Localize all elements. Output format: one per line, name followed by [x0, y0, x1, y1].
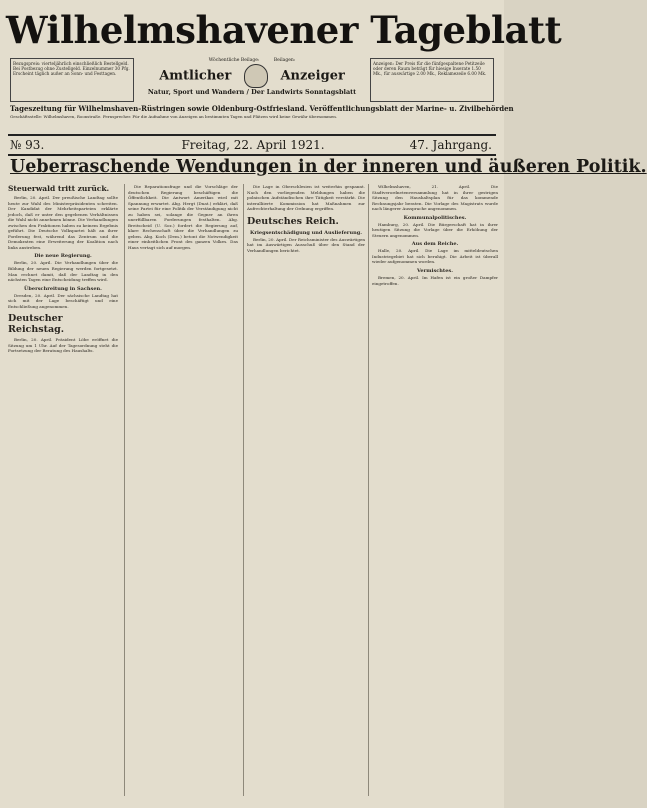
section-title: Deutsches Reich.	[247, 215, 339, 227]
article-body: Berlin, 20. April. Der Reichsminister des Auswärtigen hat im Auswärtigen Ausschuß über den Stand der Verhandlungen berichtet.	[247, 236, 365, 253]
coat-of-arms-icon	[244, 64, 268, 88]
subtitle-band: Tageszeitung für Wilhelmshaven-Rüstringen sowie Oldenburg-Ostfriesland. Veröffentlichungsblatt der Marine- u. Zivilbehörden	[10, 104, 514, 113]
article-body: Dresden, 20. April. Der sächsische Landtag hat sich mit der Lage beschäftigt und eine Entschließung angenommen.	[8, 292, 118, 309]
article-body: Berlin, 20. April. Der preußische Landtag sollte heute zur Wahl des Ministerpräsidenten schreiten. Der Kandidat der Mehrheitsparteien erklärte jedoch, daß er unter den gegebenen Verhältnissen die Wahl nicht annehmen könne. Die Verhandlungen zwischen den Fraktionen haben zu keinem Ergebnis geführt. Die Deutsche Volkspartei hält an ihrer Forderung fest, während das Zentrum und die Demokraten eine Erweiterung der Koalition nach links anstreben.	[8, 195, 118, 250]
ad-pricing-box: Anzeigen: Der Preis für die fünfgespaltene Petitzeile oder deren Raum beträgt für hiesige Inserate 1.50 Mk., für auswärtige 2.00 Mk., Reklamezeile 6.00 Mk.	[370, 58, 494, 102]
subhead-row	[10, 58, 494, 102]
publisher-notice: Geschäftsstelle: Wilhelmshaven, Roonstraße. Fernsprecher. Für die Aufnahme von Anzeigen an bestimmten Tagen und Plätzen wird keine Gewähr übernommen.	[10, 114, 338, 119]
article-body: Die Reparationsfrage und die Vorschläge der deutschen Regierung beschäftigen die Öffentlichkeit. Die Antwort Amerikas wird mit Spannung erwartet. Abg. Hergt (Dnat.) erklärt, daß seine Partei für eine Politik der Verständigung nicht zu haben sei, solange die Gegner an ihren unerfüllbaren Forderungen festhalten. Abg. Breitscheid (U. Soz.) fordert die Regierung auf, klare Rechenschaft über die Verhandlungen zu geben. Abg. Koch (Dem.) betont die Notwendigkeit einer einheitlichen Front des ganzen Volkes. Das Haus vertagt sich auf morgen.	[128, 184, 238, 251]
article-columns	[8, 184, 496, 796]
main-headline: Ueberraschende Wendungen in der inneren und äußeren Politik.	[10, 157, 647, 177]
article-subtitle: Aus dem Reiche.	[411, 241, 459, 248]
column-4	[368, 184, 498, 796]
issue-number: № 93.	[10, 138, 45, 152]
article-subtitle: Die neue Regierung.	[34, 253, 92, 260]
column-1	[8, 184, 121, 796]
official-gazette-title	[138, 58, 366, 102]
anzeiger-word: Anzeiger	[280, 68, 345, 84]
article-subtitle: Kriegsentschädigung und Auslieferung.	[250, 229, 362, 236]
article-title: Steuerwald tritt zurück.	[8, 184, 110, 193]
article-body: Hamburg, 20. April. Die Bürgerschaft hat in ihrer heutigen Sitzung die Vorlage über die Erhöhung der Steuern angenommen.	[372, 221, 498, 238]
column-2	[124, 184, 241, 796]
article-body: Halle, 20. April. Die Lage im mitteldeutschen Industriegebiet hat sich beruhigt. Die Arbeit ist überall wieder aufgenommen worden.	[372, 248, 498, 265]
article-subtitle: Vermischtes.	[417, 268, 453, 275]
article-body: Wilhelmshaven, 21. April. Die Stadtverordnetenversammlung hat in ihrer gestrigen Sitzung den Haushaltsplan für das kommende Rechnungsjahr beraten. Die Vorlage des Magistrats wurde nach längerer Aussprache angenommen.	[372, 184, 498, 212]
amtlicher-word: Amtlicher	[159, 68, 232, 84]
article-body: Bremen, 20. April. Im Hafen ist ein großer Dampfer eingetroffen.	[372, 275, 498, 286]
masthead-title: Wilhelmshavener Tageblatt	[6, 8, 562, 52]
section-title: Deutscher Reichstag.	[8, 313, 65, 336]
supplements-label: Beilagen:	[273, 58, 296, 63]
article-body: Berlin, 20. April. Präsident Löbe eröffnet die Sitzung um 1 Uhr. Auf der Tagesordnung steht die Fortsetzung der Beratung des Haushalts.	[8, 337, 118, 354]
subscription-box: Bezugspreis: vierteljährlich einschließlich Bestellgeld. Bei Postbezug ohne Zustellgeld. Einzelnummer 30 Pfg. Erscheint täglich außer an Sonn- und Festtagen.	[10, 58, 134, 102]
article-body: Berlin, 20. April. Die Verhandlungen über die Bildung der neuen Regierung werden fortgesetzt. Man rechnet damit, daß der Landtag in den nächsten Tagen eine Entscheidung treffen wird.	[8, 260, 118, 283]
weekly-supplement-label: Wöchentliche Beilage:	[208, 58, 260, 63]
dateline	[8, 134, 496, 156]
column-3	[243, 184, 368, 796]
volume-year: 47. Jahrgang.	[409, 138, 492, 152]
article-subtitle: Kommunalpolitisches.	[403, 214, 467, 221]
supplement-titles: Natur, Sport und Wandern / Der Landwirts Sonntagsblatt	[147, 88, 357, 96]
issue-date: Freitag, 22. April 1921.	[181, 138, 325, 152]
article-subtitle: Überschreitung in Sachsen.	[24, 285, 102, 292]
article-body: Die Lage in Oberschlesien ist weiterhin gespannt. Nach den vorliegenden Meldungen haben die polnischen Aufständischen ihre Tätigkeit verstärkt. Die interalliierte Kommission hat Maßnahmen zur Aufrechterhaltung der Ordnung ergriffen.	[247, 184, 365, 212]
